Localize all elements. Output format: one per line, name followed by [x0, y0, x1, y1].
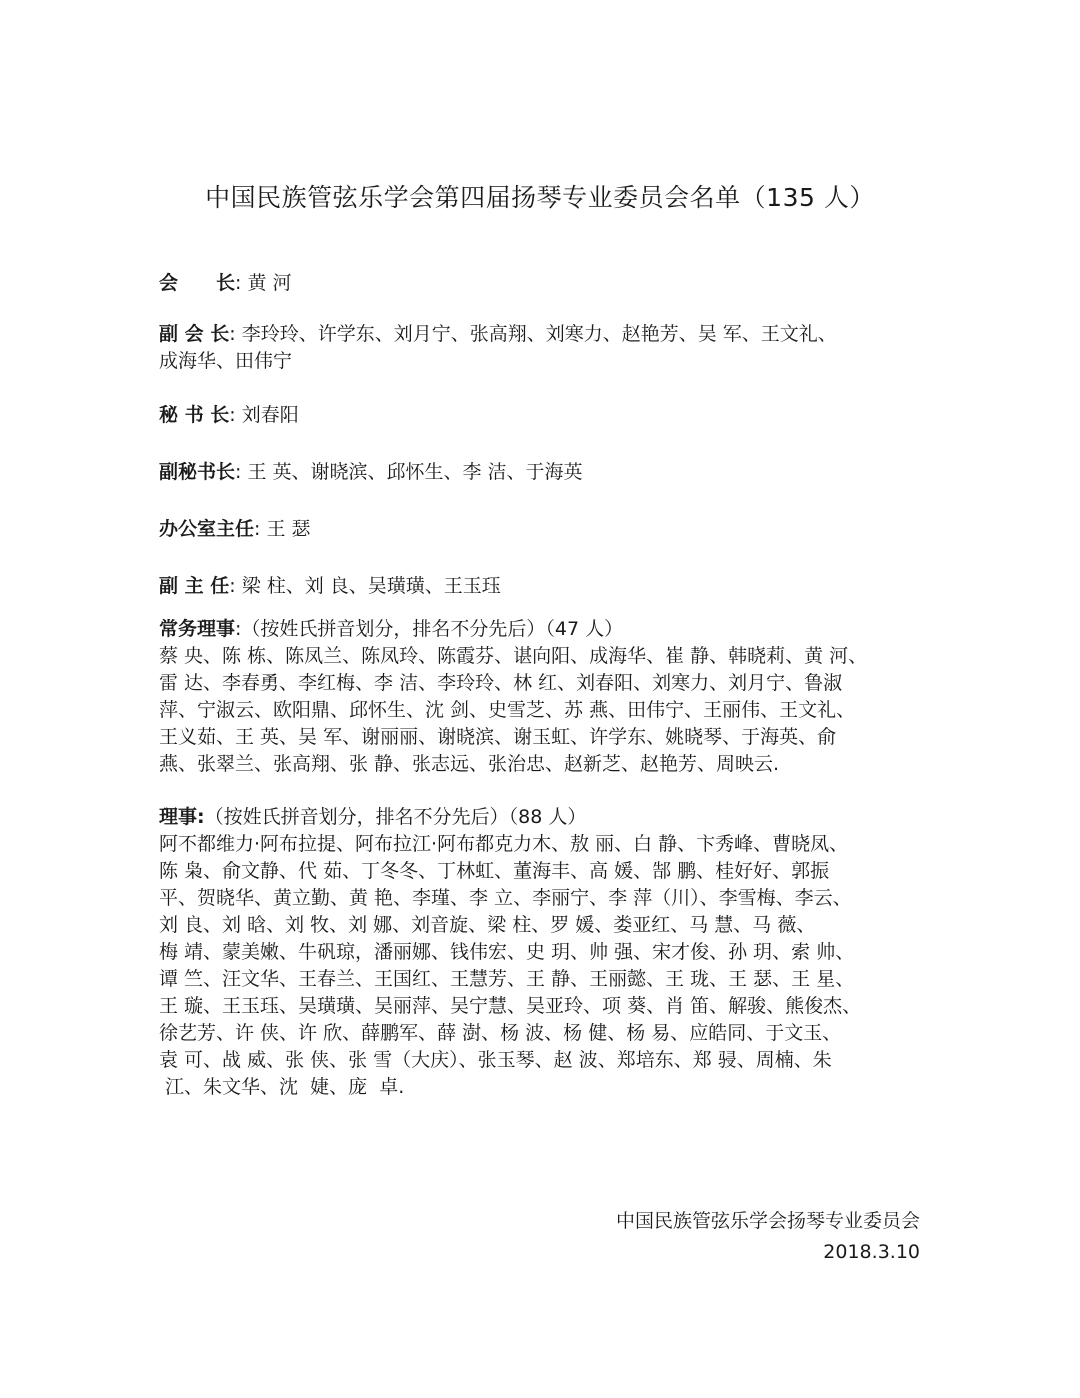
- council-label: 理事:: [159, 806, 205, 828]
- council-line: 江、朱文华、沈 婕、庞 卓.: [159, 1076, 405, 1098]
- deputy-secretary-value: 王 英、谢晓滨、邱怀生、李 洁、于海英: [247, 461, 583, 483]
- council-line: 陈 枭、俞文静、代 茹、丁冬冬、丁林虹、董海丰、高 媛、郜 鹏、桂好好、郭振: [159, 860, 830, 882]
- secretary-general-sep: :: [229, 404, 236, 426]
- council-note: （按姓氏拼音划分，排名不分先后）（88 人）: [204, 806, 587, 828]
- secretary-general-row: [159, 396, 927, 434]
- secretary-general-label: 秘 书 长: [159, 404, 230, 426]
- standing-directors-list: [159, 643, 927, 778]
- office-director-value: 王 瑟: [266, 518, 311, 540]
- signature-block: [616, 1206, 920, 1268]
- deputy-director-value: 梁 柱、刘 良、吴璜璜、王玉珏: [241, 575, 501, 597]
- president-sep: :: [235, 272, 242, 294]
- vice-president-sep: :: [229, 323, 236, 345]
- council-line: 谭 竺、汪文华、王春兰、王国红、王慧芳、王 静、王丽懿、王 珑、王 瑟、王 星、: [159, 968, 855, 990]
- standing-line: 雷 达、李春勇、李红梅、李 洁、李玲玲、林 红、刘春阳、刘寒力、刘月宁、鲁淑: [159, 672, 843, 694]
- standing-line: 萍、宁淑云、欧阳鼎、邱怀生、沈 剑、史雪芝、苏 燕、田伟宁、王丽伟、王文礼、: [159, 699, 856, 721]
- secretary-general-value: 刘春阳: [241, 404, 299, 426]
- standing-line: 燕、张翠兰、张高翔、张 静、张志远、张治忠、赵新芝、赵艳芳、周映云.: [159, 753, 780, 775]
- council-heading: [159, 804, 927, 831]
- standing-directors-label: 常务理事: [159, 618, 236, 640]
- vice-president-value: 李玲玲、许学东、刘月宁、张高翔、刘寒力、赵艳芳、吴 军、王文礼、: [241, 323, 837, 345]
- council-line: 梅 靖、蒙美嫩、牛矾琼，潘丽娜、钱伟宏、史 玥、帅 强、宋才俊、孙 玥、索 帅、: [159, 941, 855, 963]
- president-label: 会 长: [159, 272, 236, 294]
- vice-president-row: [159, 321, 927, 348]
- vice-president-row-2: [159, 348, 927, 377]
- deputy-secretary-row: [159, 453, 927, 491]
- office-director-row: [159, 510, 927, 548]
- deputy-director-sep: :: [229, 575, 236, 597]
- council-line: 平、贺晓华、黄立勤、黄 艳、李瑾、李 立、李丽宁、李 萍（川）、李雪梅、李云、: [159, 887, 852, 909]
- standing-line: 王义茹、王 英、吴 军、谢丽丽、谢晓滨、谢玉虹、许学东、姚晓琴、于海英、俞: [159, 726, 837, 748]
- council-list: [159, 831, 927, 1101]
- deputy-secretary-label: 副秘书长: [159, 461, 236, 483]
- council-line: 刘 良、刘 晗、刘 牧、刘 娜、刘音旋、梁 柱、罗 媛、娄亚红、马 慧、马 薇、: [159, 914, 816, 936]
- council-line: 袁 可、战 威、张 侠、张 雪（大庆）、张玉琴、赵 波、郑培东、郑 骎、周楠、朱: [159, 1049, 832, 1071]
- office-director-label: 办公室主任: [159, 518, 255, 540]
- footer-organization: 中国民族管弦乐学会扬琴专业委员会: [615, 1210, 920, 1232]
- standing-directors-note: :（按姓氏拼音划分，排名不分先后）（47 人）: [235, 618, 624, 640]
- vice-president-label: 副 会 长: [159, 323, 230, 345]
- deputy-secretary-sep: :: [235, 461, 242, 483]
- vice-president-value-2: 成海华、田伟宁: [159, 350, 293, 372]
- deputy-director-label: 副 主 任: [159, 575, 230, 597]
- roster-content: [159, 264, 927, 1101]
- deputy-director-row: [159, 567, 927, 605]
- standing-line: 蔡 央、陈 栋、陈凤兰、陈凤玲、陈霞芬、谌向阳、成海华、崔 静、韩晓莉、黄 河、: [159, 645, 868, 667]
- page-title: 中国民族管弦乐学会第四届扬琴专业委员会名单（135 人）: [205, 183, 875, 212]
- office-director-sep: :: [254, 518, 261, 540]
- footer-date: 2018.3.10: [823, 1241, 920, 1263]
- council-line: 徐艺芳、许 侠、许 欣、薛鹏军、薛 澍、杨 波、杨 健、杨 易、应皓同、于文玉、: [159, 1022, 842, 1044]
- council-line: 阿不都维力·阿布拉提、阿布拉江·阿布都克力木、敖 丽、白 静、卞秀峰、曹晓凤、: [159, 833, 849, 855]
- standing-directors-heading: [159, 616, 927, 643]
- president-row: [159, 264, 927, 302]
- council-line: 王 璇、王玉珏、吴璜璜、吴丽萍、吴宁慧、吴亚玲、项 葵、肖 笛、解骏、熊俊杰、: [159, 995, 862, 1017]
- president-value: 黄 河: [247, 272, 292, 294]
